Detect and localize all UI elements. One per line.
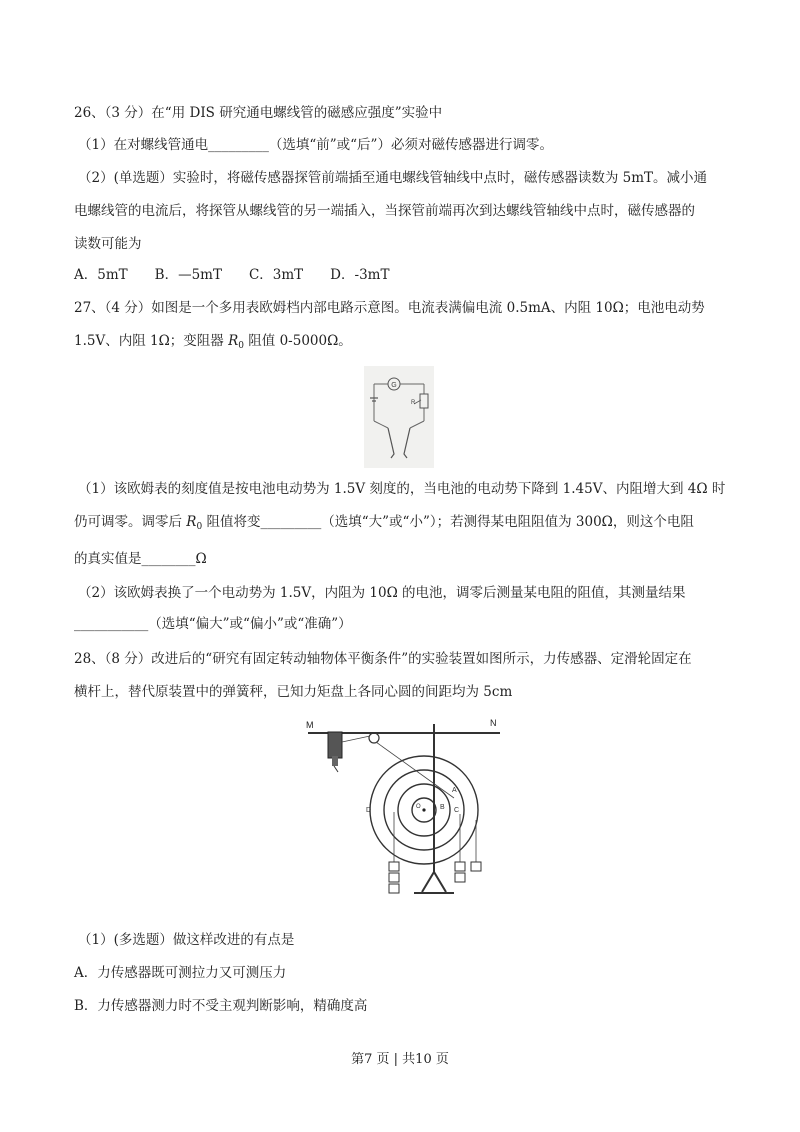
q27-part1-line1: （1）该欧姆表的刻度值是按电池电动势为 1.5V 刻度的，当电池的电动势下降到 1.45V、内阻增大到 4Ω 时 bbox=[78, 481, 726, 497]
label-n: N bbox=[490, 718, 497, 728]
weight-left-2 bbox=[389, 873, 399, 882]
q26-stem: 26、（3 分）在“用 DIS 研究通电螺线管的磁感应强度”实验中 bbox=[74, 105, 443, 121]
weight-right-3 bbox=[471, 862, 481, 871]
pulley bbox=[369, 733, 379, 743]
q27-stem-line2-a: 1.5V、内阻 1Ω；变阻器 bbox=[74, 333, 229, 349]
q27-part2-line1: （2）该欧姆表换了一个电动势为 1.5V，内阻为 10Ω 的电池，调零后测量某电阻的阻值，其测量结果 bbox=[78, 585, 686, 601]
rheostat-symbol bbox=[420, 394, 428, 408]
r0-subscript-2: 0 bbox=[196, 522, 203, 532]
weight-right-2 bbox=[455, 873, 465, 882]
r0-symbol-2: R bbox=[186, 514, 197, 530]
label-c: C bbox=[454, 807, 460, 814]
q26-part2-line1: （2）(单选题）实验时，将磁传感器探管前端插至通电螺线管轴线中点时，磁传感器读数为 5mT。减小通 bbox=[78, 170, 708, 186]
disc-axle bbox=[422, 808, 425, 811]
label-b: B bbox=[440, 804, 445, 811]
label-d: D bbox=[366, 807, 372, 814]
weight-left-3 bbox=[389, 884, 399, 893]
q28-part1: （1）(多选题）做这样改进的有点是 bbox=[78, 932, 295, 948]
q27-part1-line3: 的真实值是________Ω bbox=[74, 551, 207, 567]
q26-part1: （1）在对螺线管通电_________（选填“前”或“后”）必须对磁传感器进行调零。 bbox=[78, 137, 553, 153]
q27-stem-line2 bbox=[74, 331, 352, 356]
q28-option-a: A．力传感器既可测拉力又可测压力 bbox=[74, 965, 287, 981]
weight-left-1 bbox=[389, 862, 399, 871]
q28-stem-line2: 横杆上，替代原装置中的弹簧秤，已知力矩盘上各同心圆的间距均为 5cm bbox=[74, 684, 513, 700]
r0-subscript: 0 bbox=[238, 341, 244, 351]
q27-stem-line2-b: 阻值 0-5000Ω。 bbox=[244, 333, 352, 349]
ohmmeter-circuit-figure bbox=[364, 366, 434, 468]
q28-stem-line1: 28、（8 分）改进后的“研究有固定转动轴物体平衡条件”的实验装置如图所示，力传感器、定滑轮固定在 bbox=[74, 651, 692, 667]
label-a: A bbox=[452, 787, 457, 794]
galvanometer-label: G bbox=[391, 382, 397, 389]
label-m: M bbox=[306, 720, 314, 730]
rheostat-label: R bbox=[411, 400, 416, 406]
q27-part1-line2 bbox=[74, 512, 694, 537]
q26-part2-line3: 读数可能为 bbox=[74, 236, 142, 252]
q27-part1-line2-b: 阻值将变_________（选填“大”或“小”）；若测得某电阻阻值为 300Ω，则这个电阻 bbox=[202, 514, 694, 530]
stand-base bbox=[422, 872, 446, 892]
label-o: O bbox=[416, 804, 421, 810]
force-sensor bbox=[328, 732, 342, 758]
q27-stem-line1: 27、（4 分）如图是一个多用表欧姆档内部电路示意图。电流表满偏电流 0.5mA、内阻 10Ω；电池电动势 bbox=[74, 300, 705, 316]
r0-symbol: R bbox=[228, 333, 239, 349]
q26-part2-line2: 电螺线管的电流后，将探管从螺线管的另一端插入，当探管前端再次到达螺线管轴线中点时，磁传感器的 bbox=[74, 203, 695, 219]
q26-options: A．5mT B．—5mT C．3mT D．-3mT bbox=[74, 267, 390, 283]
q27-part2-line2: ___________（选填“偏大”或“偏小”或“准确”） bbox=[74, 616, 352, 632]
q27-part1-line2-a: 仍可调零。调零后 bbox=[74, 514, 187, 530]
moment-disc-apparatus-figure bbox=[304, 712, 504, 902]
q28-option-b: B．力传感器测力时不受主观判断影响，精确度高 bbox=[74, 998, 368, 1014]
weight-right-1 bbox=[455, 862, 465, 871]
page-footer: 第7 页 | 共10 页 bbox=[351, 1052, 449, 1067]
